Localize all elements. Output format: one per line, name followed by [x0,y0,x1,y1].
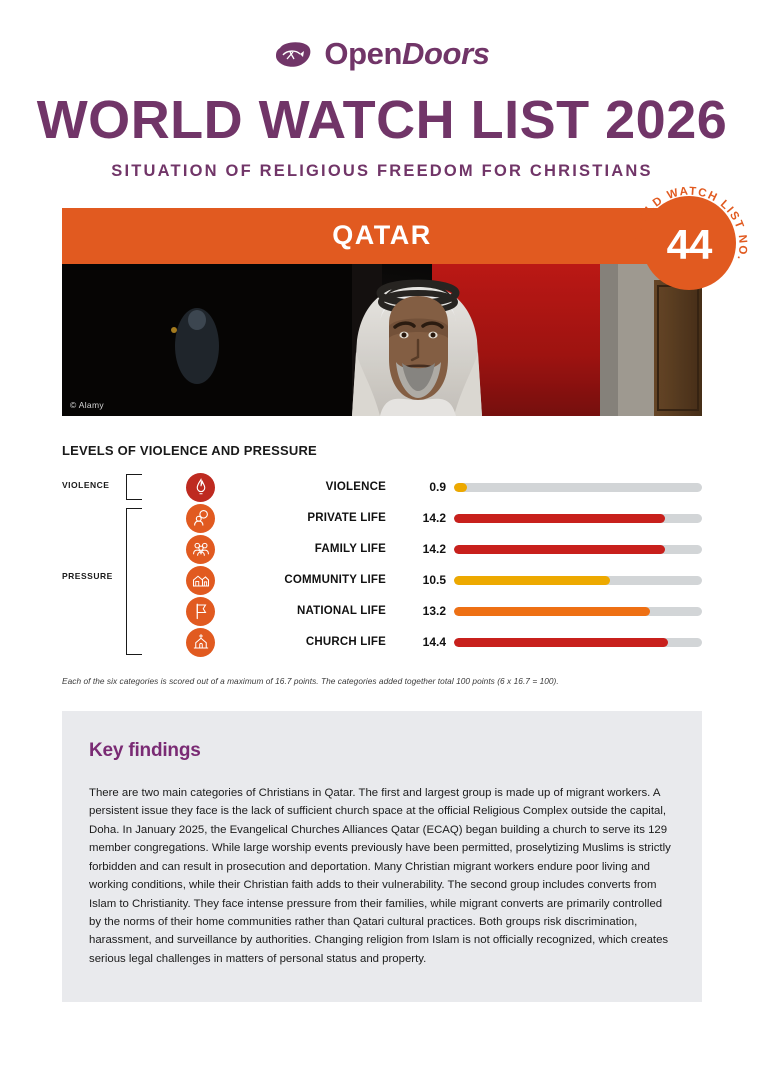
church-icon [192,633,210,651]
family-group-icon [192,540,210,558]
table-row [186,472,702,503]
bar-fill [454,483,467,492]
category-score: 0.9 [429,480,446,495]
brand-wordmark [324,36,489,72]
category-score: 14.2 [422,542,446,557]
icon-cell [186,566,238,595]
icon-cell [186,535,238,564]
table-row [186,565,702,596]
page-title: WORLD WATCH LIST 2026 [36,90,728,150]
chart-rows [186,472,702,658]
brand-logo [0,0,764,72]
rank-arc-text [626,180,752,306]
chart-footnote: Each of the six categories is scored out of a maximum of 16.7 points. The categories added together total 100 points (6 x 16.7 = 100). [62,675,559,686]
person-speech-icon [192,509,210,527]
category-label: COMMUNITY LIFE [284,574,386,587]
family-life-icon-badge [186,535,215,564]
category-score: 10.5 [422,573,446,588]
icon-cell [186,628,238,657]
category-label: FAMILY LIFE [314,543,386,556]
bar-track [454,545,702,554]
flag-icon [192,602,210,620]
category-score: 13.2 [422,604,446,619]
photo-credit: © Alamy [70,399,104,410]
houses-icon [192,571,210,589]
category-label: PRIVATE LIFE [307,512,386,525]
group-label-violence: VIOLENCE [62,479,110,490]
table-row [186,596,702,627]
violence-icon-badge [186,473,215,502]
flame-icon [192,478,210,496]
private-life-icon-badge [186,504,215,533]
bracket-violence [126,474,142,500]
bar-track [454,514,702,523]
category-score: 14.4 [422,635,446,650]
country-banner [0,185,764,269]
country-name: QATAR [332,220,432,251]
photo-illustration [62,264,702,416]
bar-fill [454,607,650,616]
rank-number: 44 [666,221,712,269]
chart-heading: LEVELS OF VIOLENCE AND PRESSURE [62,442,317,458]
bar-fill [454,638,668,647]
church-life-icon-badge [186,628,215,657]
logo-doors: Doors [402,36,490,71]
bar-track [454,607,702,616]
country-photo [62,264,702,416]
icon-cell [186,597,238,626]
bar-track [454,576,702,585]
table-row [186,503,702,534]
icon-cell [186,473,238,502]
open-doors-fish-logo-icon [274,39,314,69]
logo-open: Open [324,36,403,71]
key-findings-panel [62,711,702,1003]
bracket-pressure [126,508,142,655]
bar-fill [454,514,665,523]
bar-track [454,638,702,647]
key-findings-title: Key findings [89,739,201,761]
key-findings-body: There are two main categories of Christians in Qatar. The first and largest group is made up of migrant workers. A persistent issue they face is the lack of sufficient church space at the official Religious Complex outside the capital, Doha. In January 2025, the Evangelical Churches Alliances Qatar (ECAQ) began building a church to serve its 129 member congregations. While large worship events previously have been permitted, proselytizing Muslims is strictly forbidden and can result in prosecution and deportation. Many Christian migrant workers endure poor living and working conditions, while their Christian faith adds to their vulnerability. The second group includes converts from Islam to Christianity. They face intense pressure from their families, while migrant converts are primarily controlled by the norms of their home communities rather than Qatari cultural practices. Both groups risk discrimination, harassment, and surveillance by authorities. Changing religion from Islam is not officially recognized, which creates serious legal challenges in matters of personal status and property. [89,786,671,965]
country-banner-bar [62,208,702,264]
table-row [186,627,702,658]
table-row [186,534,702,565]
rank-arc-label: WORLD WATCH LIST NO. [630,185,749,263]
category-label: CHURCH LIFE [305,636,386,649]
levels-chart [62,472,702,657]
bar-fill [454,576,610,585]
national-life-icon-badge [186,597,215,626]
bar-track [454,483,702,492]
category-label: VIOLENCE [325,481,386,494]
page-subtitle: SITUATION OF RELIGIOUS FREEDOM FOR CHRISTIANS [111,161,653,180]
bar-fill [454,545,665,554]
category-score: 14.2 [422,511,446,526]
group-label-pressure: PRESSURE [62,570,113,581]
community-life-icon-badge [186,566,215,595]
icon-cell [186,504,238,533]
category-label: NATIONAL LIFE [296,605,386,618]
